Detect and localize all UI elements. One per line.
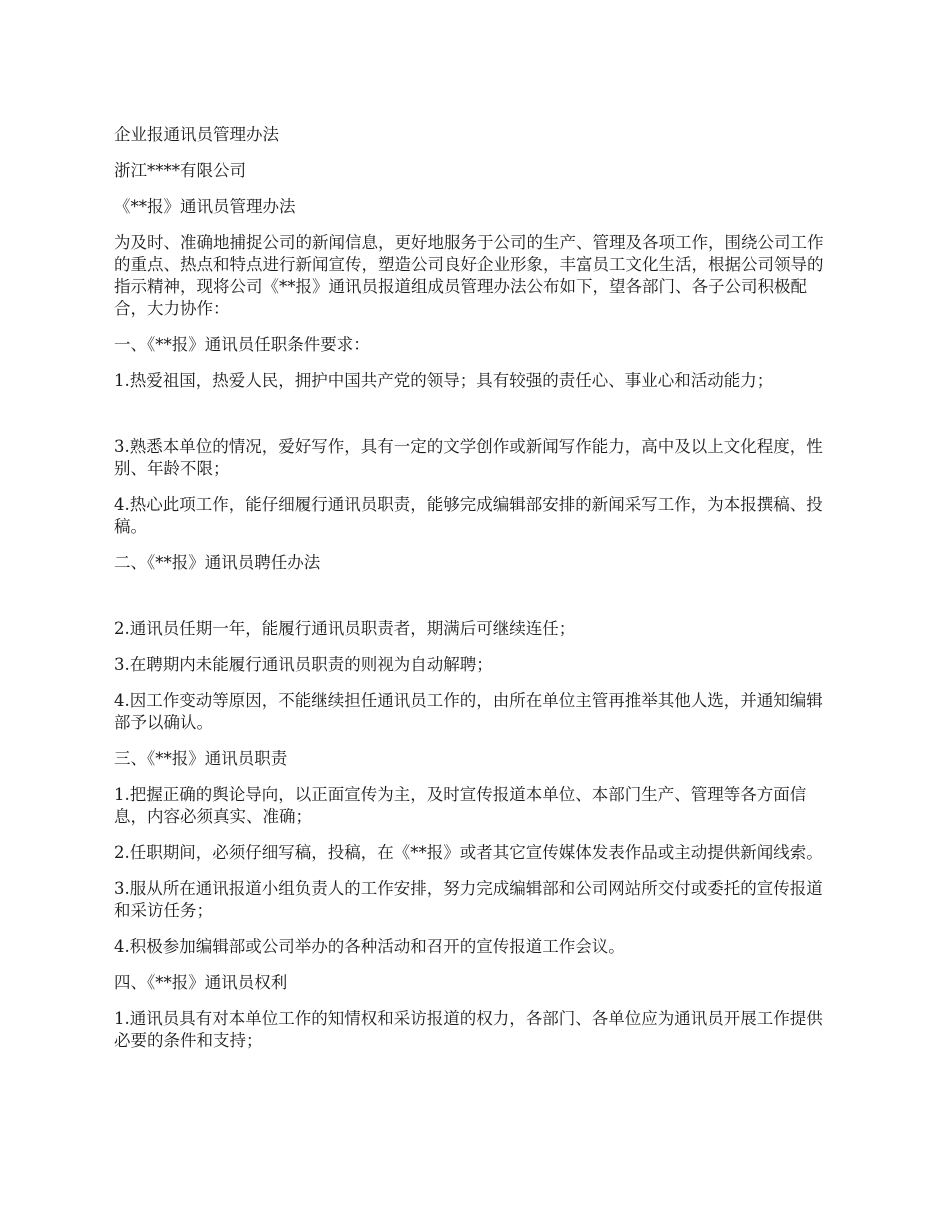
intro-paragraph: 为及时、准确地捕捉公司的新闻信息，更好地服务于公司的生产、管理及各项工作，围绕公司工作的重点、热点和特点进行新闻宣传，塑造公司良好企业形象，丰富员工文化生活，根据公司领导的指示精神，现将公司《**报》通讯员报道组成员管理办法公布如下，望各部门、各子公司积极配合，大力协作：: [114, 233, 824, 318]
section3-item: 1.把握正确的舆论导向，以正面宣传为主，及时宣传报道本单位、本部门生产、管理等各方面信息，内容必须真实、准确；: [114, 785, 807, 826]
section1-item: 3.熟悉本单位的情况，爱好写作，具有一定的文学创作或新闻写作能力，高中及以上文化程度，性别、年龄不限；: [114, 437, 823, 478]
section4-item: 1.通讯员具有对本单位工作的知情权和采访报道的权力，各部门、各单位应为通讯员开展工作提供必要的条件和支持；: [114, 1009, 823, 1050]
blank-gap: [114, 588, 838, 618]
section3-heading: 三、《**报》通讯员职责: [114, 749, 288, 768]
section4-heading: 四、《**报》通讯员权利: [114, 973, 288, 992]
section2-item: 2.通讯员任期一年，能履行通讯员职责者，期满后可继续连任；: [114, 619, 576, 638]
section2-item: 4.因工作变动等原因，不能继续担任通讯员工作的，由所在单位主管再推举其他人选，并通知编辑部予以确认。: [114, 691, 823, 732]
section3-item: 2.任职期间，必须仔细写稿，投稿，在《**报》或者其它宣传媒体发表作品或主动提供新闻线索。: [114, 843, 823, 862]
section3-item: 4.积极参加编辑部或公司举办的各种活动和召开的宣传报道工作会议。: [114, 937, 625, 956]
document-subtitle: 《**报》通讯员管理办法: [114, 197, 296, 216]
document-body: [114, 124, 838, 1066]
section2-heading: 二、《**报》通讯员聘任办法: [114, 553, 321, 572]
section3-item: 3.服从所在通讯报道小组负责人的工作安排，努力完成编辑部和公司网站所交付或委托的宣传报道和采访任务；: [114, 879, 823, 920]
section1-item: 4.热心此项工作，能仔细履行通讯员职责，能够完成编辑部安排的新闻采写工作，为本报撰稿、投稿。: [114, 495, 823, 536]
document-title: 企业报通讯员管理办法: [114, 125, 279, 144]
section1-heading: 一、《**报》通讯员任职条件要求：: [114, 335, 370, 354]
company-name: 浙江****有限公司: [114, 161, 246, 180]
section1-item: 1.热爱祖国，热爱人民，拥护中国共产党的领导；具有较强的责任心、事业心和活动能力；: [114, 371, 774, 390]
section2-item: 3.在聘期内未能履行通讯员职责的则视为自动解聘；: [114, 655, 493, 674]
blank-gap: [114, 406, 838, 436]
